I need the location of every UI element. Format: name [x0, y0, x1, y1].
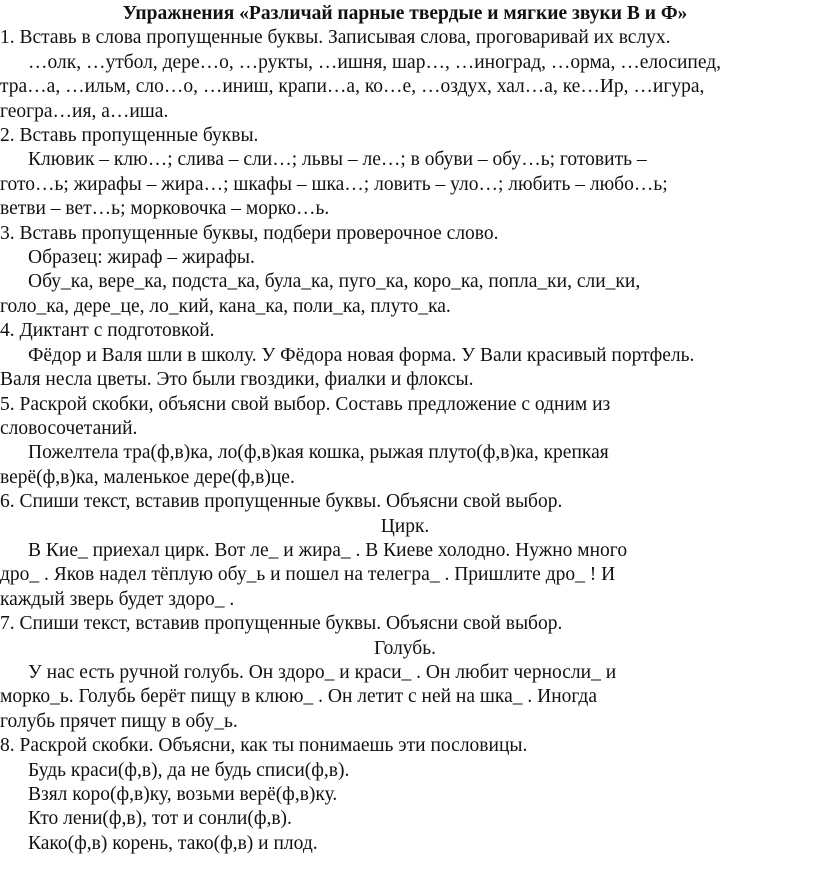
exercise-6-line: В Кие_ приехал цирк. Вот ле_ и жира_ . В Киеве холодно. Нужно много [28, 539, 628, 561]
exercise-1-line: тра…а, …ильм, сло…о, …иниш, крапи…а, ко…е, …оздух, хал…а, ке…Ир, …игура, [0, 76, 705, 98]
exercise-1-line: …олк, …утбол, дере…о, …рукты, …ишня, шар…, …иноград, …орма, …елосипед, [28, 51, 722, 73]
exercise-5-heading-cont: словосочетаний. [0, 417, 138, 439]
exercise-1-heading: 1. Вставь в слова пропущенные буквы. Записывая слова, проговаривай их вслух. [0, 27, 671, 49]
exercise-6-line: дро_ . Яков надел тёплую обу_ь и пошел на телегра_ . Пришлите дро_ ! И [0, 564, 616, 586]
exercise-7-heading: 7. Спиши текст, вставив пропущенные буквы. Объясни свой выбор. [0, 613, 563, 635]
exercise-3-sample: Образец: жираф – жирафы. [28, 247, 255, 269]
exercise-7-subtitle: Голубь. [374, 637, 436, 659]
exercise-3-line: голо_ка, дере_це, ло_кий, кана_ка, поли_ка, плуто_ка. [0, 295, 451, 317]
exercise-7-line: голубь прячет пищу в обу_ь. [0, 710, 238, 732]
exercise-7-line: У нас есть ручной голубь. Он здоро_ и краси_ . Он любит черносли_ и [28, 661, 617, 683]
proverb-line: Будь краси(ф,в), да не будь списи(ф,в). [28, 759, 350, 781]
exercise-3-line: Обу_ка, вере_ка, подста_ка, була_ка, пуго_ка, коро_ка, попла_ки, сли_ки, [28, 271, 641, 293]
exercise-5-line: верё(ф,в)ка, маленькое дере(ф,в)це. [0, 466, 295, 488]
exercise-2-line: гото…ь; жирафы – жира…; шкафы – шка…; ловить – уло…; любить – любо…ь; [0, 173, 668, 195]
exercise-8-heading: 8. Раскрой скобки. Объясни, как ты понимаешь эти пословицы. [0, 735, 528, 757]
exercise-5-line: Пожелтела тра(ф,в)ка, ло(ф,в)кая кошка, рыжая плуто(ф,в)ка, крепкая [28, 442, 609, 464]
exercise-5-heading: 5. Раскрой скобки, объясни свой выбор. Составь предложение с одним из [0, 393, 611, 415]
exercise-6-heading: 6. Спиши текст, вставив пропущенные буквы. Объясни свой выбор. [0, 491, 563, 513]
exercise-7-line: морко_ь. Голубь берёт пищу в клюю_ . Он летит с ней на шка_ . Иногда [0, 686, 597, 708]
exercise-6-subtitle: Цирк. [380, 515, 430, 537]
proverb-line: Како(ф,в) корень, тако(ф,в) и плод. [28, 832, 318, 854]
page-title: Упражнения «Различай парные твердые и мягкие звуки В и Ф» [122, 3, 688, 24]
exercise-1-line: геогра…ия, а…иша. [0, 100, 169, 122]
exercise-4-line: Валя несла цветы. Это были гвоздики, фиалки и флоксы. [0, 369, 474, 391]
exercise-3-heading: 3. Вставь пропущенные буквы, подбери проверочное слово. [0, 222, 499, 244]
proverb-line: Взял коро(ф,в)ку, возьми верё(ф,в)ку. [28, 784, 338, 805]
exercise-2-line: Клювик – клю…; слива – сли…; львы – ле…; в обуви – обу…ь; готовить – [28, 149, 647, 171]
exercise-4-heading: 4. Диктант с подготовкой. [0, 320, 215, 342]
exercise-6-line: каждый зверь будет здоро_ . [0, 588, 235, 610]
exercise-2-line: ветви – вет…ь; морковочка – морко…ь. [0, 198, 330, 220]
exercise-4-line: Фёдор и Валя шли в школу. У Фёдора новая форма. У Вали красивый портфель. [28, 344, 695, 366]
proverb-line: Кто лени(ф,в), тот и сонли(ф,в). [28, 808, 292, 830]
exercise-2-heading: 2. Вставь пропущенные буквы. [0, 125, 259, 147]
